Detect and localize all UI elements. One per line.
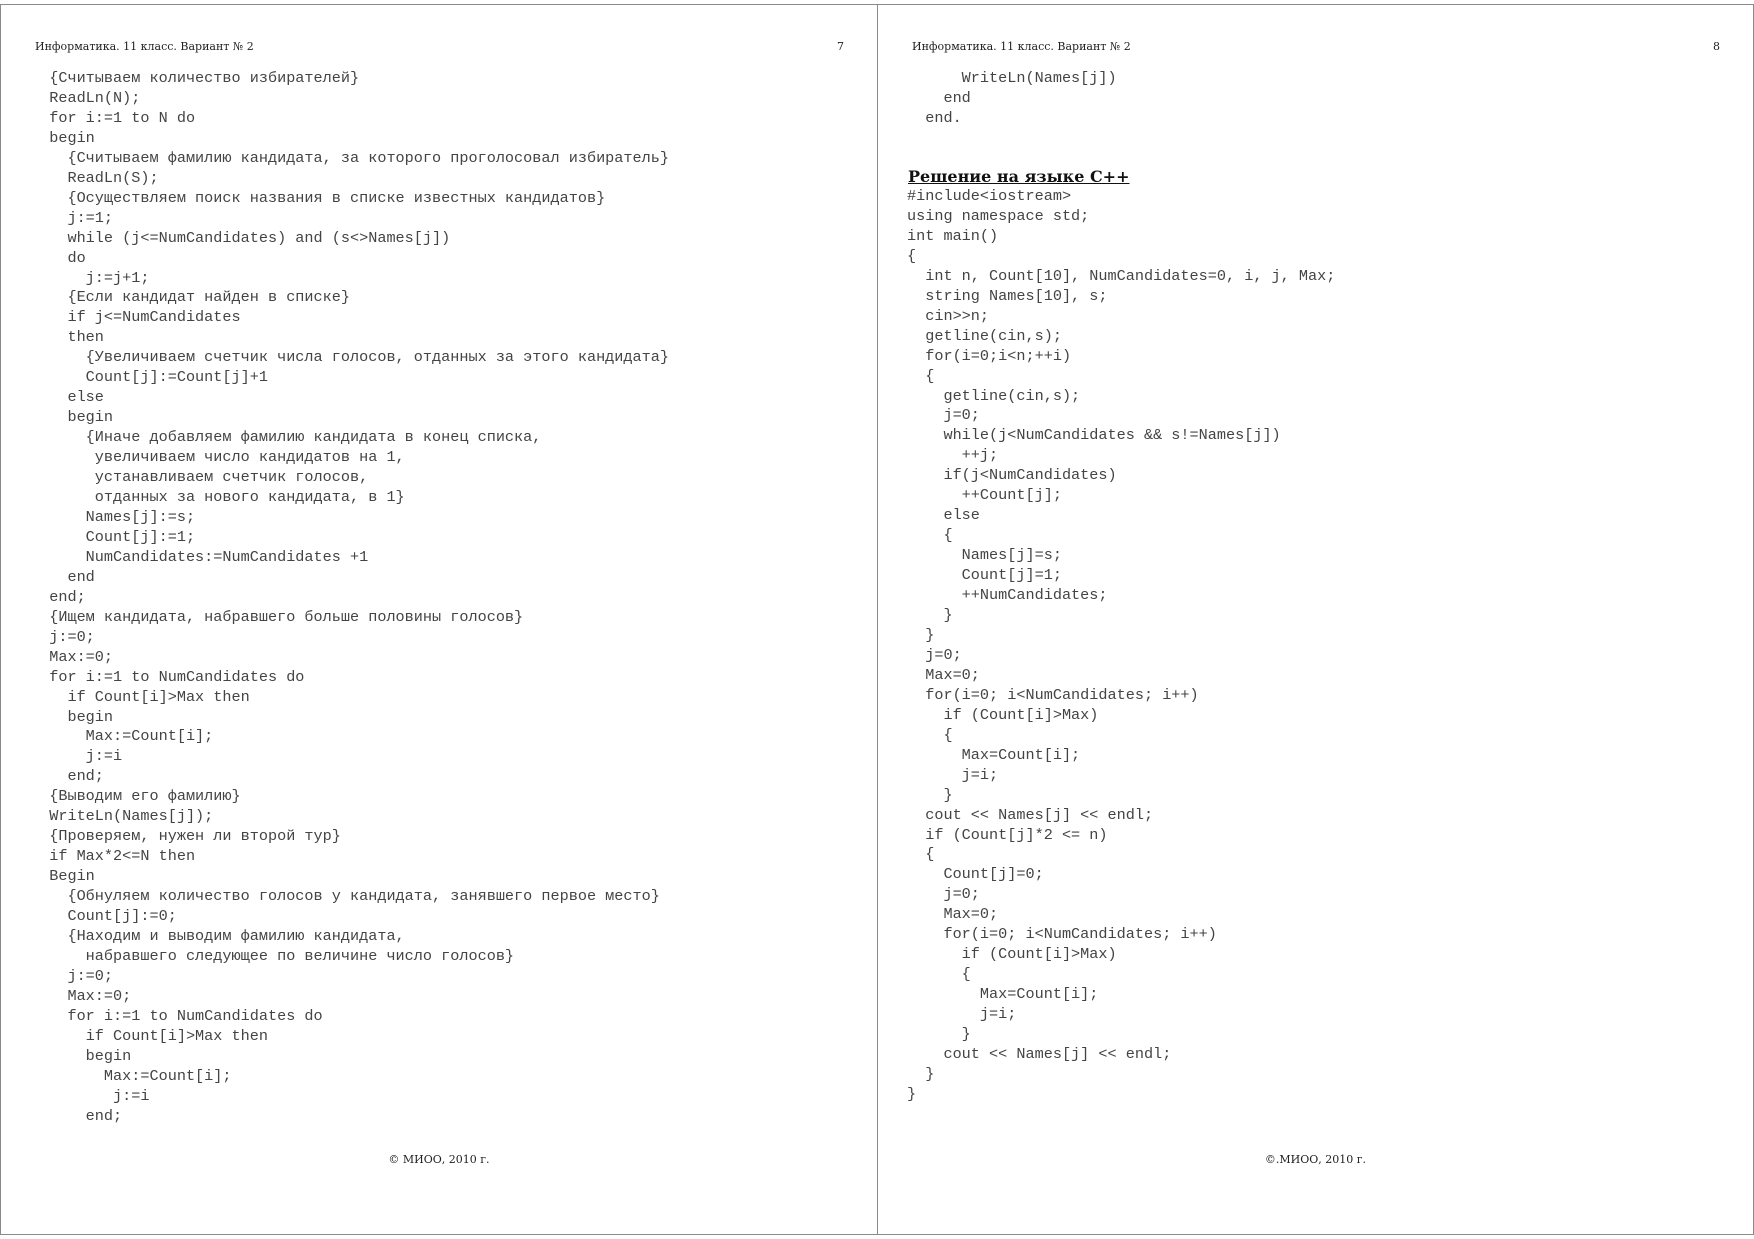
running-header: Информатика. 11 класс. Вариант № 2 (912, 40, 1131, 53)
copyright-footer: © МИОО, 2010 г. (388, 1153, 490, 1166)
page-7 (0, 4, 878, 1235)
page-number: 8 (1713, 40, 1720, 53)
page-number: 7 (837, 40, 844, 53)
cpp-code-block: #include<iostream> using namespace std; int main() { int n, Count[10], NumCandidates=0, i, j, Max; string Names[10], s; cin>>n; getline(cin,s); for(i=0;i<n;++i) { getline(cin,s); j=0; while(j<NumCandidates && s!=Names[j]) ++j; if(j<NumCandidates) ++Count[j]; else { Names[j]=s; Count[j]=1; ++NumCandidates; } } j=0; Max=0; for(i=0; i<NumCandidates; i++) if (Count[i]>Max) { Max=Count[i]; j=i; } cout << Names[j] << endl; if (Count[j]*2 <= n) { Count[j]=0; j=0; Max=0; for(i=0; i<NumCandidates; i++) if (Count[i]>Max) { Max=Count[i]; j=i; } cout << Names[j] << endl; } } (907, 187, 1336, 1103)
copyright-footer: ©.МИОО, 2010 г. (1264, 1153, 1367, 1166)
page-8 (877, 4, 1754, 1235)
pascal-code-ending: WriteLn(Names[j]) end end. (925, 69, 1117, 127)
section-title-cpp-solution: Решение на языке C++ (908, 167, 1130, 186)
pascal-code-block: {Считываем количество избирателей} ReadLn(N); for i:=1 to N do begin {Считываем фамилию кандидата, за которого проголосовал избиратель} ReadLn(S); {Осуществляем поиск названия в списке известных кандидатов} j:=1; while (j<=NumCandidates) and (s<>Names[j]) do j:=j+1; {Если кандидат найден в списке} if j<=NumCandidates then {Увеличиваем счетчик числа голосов, отданных за этого кандидата} Count[j]:=Count[j]+1 else begin {Иначе добавляем фамилию кандидата в конец списка, увеличиваем число кандидатов на 1, устанавливаем счетчик голосов, отданных за нового кандидата, в 1} Names[j]:=s; Count[j]:=1; NumCandidates:=NumCandidates +1 end end; {Ищем кандидата, набравшего больше половины голосов} j:=0; Max:=0; for i:=1 to NumCandidates do if Count[i]>Max then begin Max:=Count[i]; j:=i end; {Выводим его фамилию} WriteLn(Names[j]); {Проверяем, нужен ли второй тур} if Max*2<=N then Begin {Обнуляем количество голосов у кандидата, занявшего первое место} Count[j]:=0; {Находим и выводим фамилию кандидата, набравшего следующее по величине число голосов} j:=0; Max:=0; for i:=1 to NumCandidates do if Count[i]>Max then begin Max:=Count[i]; j:=i end; (49, 69, 669, 1125)
running-header: Информатика. 11 класс. Вариант № 2 (35, 40, 254, 53)
